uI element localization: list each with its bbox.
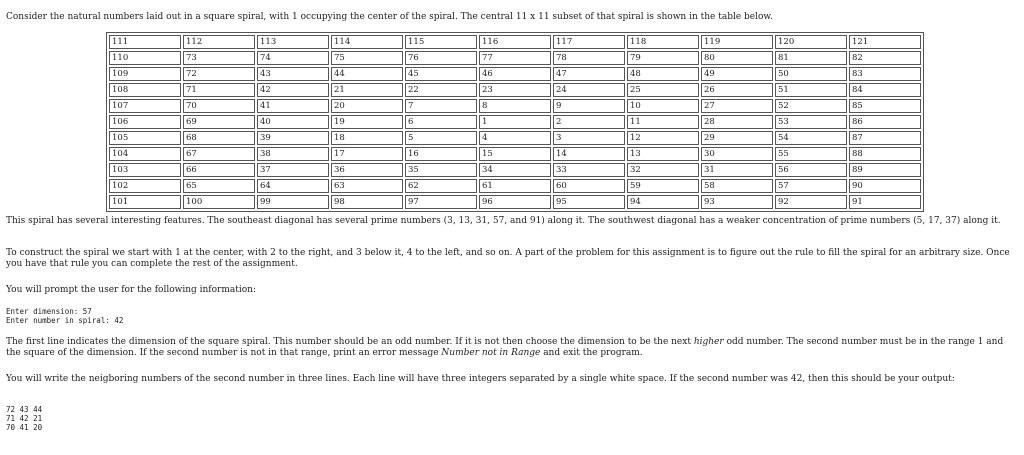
sample-output: 72 43 44 71 42 21 70 41 20 [6,405,43,432]
table-row [109,147,921,161]
table-row [109,195,921,209]
construct-paragraph: To construct the spiral we start with 1 at the center, with 2 to the right, and 3 below it, 4 to the left, and so on. A part of the problem for this assignment is to figure out the rule to fill the spiral for an arbitrary size. Once you have that rule you can complete the rest of the assignment. [6,248,1010,269]
table-cell: 36 [331,163,403,177]
table-cell: 107 [109,99,181,113]
table-cell: 52 [775,99,847,113]
sample-input: Enter dimension: 57 Enter number in spiral: 42 [6,307,124,325]
table-cell: 70 [183,99,255,113]
table-cell: 74 [257,51,329,65]
table-cell: 56 [775,163,847,177]
table-cell: 40 [257,115,329,129]
table-cell: 88 [849,147,921,161]
table-cell: 29 [701,131,773,145]
table-cell: 106 [109,115,181,129]
table-cell: 28 [701,115,773,129]
table-cell: 111 [109,35,181,49]
table-cell: 44 [331,67,403,81]
table-cell: 24 [553,83,625,97]
table-cell: 11 [627,115,699,129]
table-cell: 1 [479,115,551,129]
rules-text-before: The first line indicates the dimension of the square spiral. This number should be an odd number. If it is not then choose the dimension to be the next [6,337,694,347]
table-cell: 67 [183,147,255,161]
table-cell: 79 [627,51,699,65]
table-cell: 100 [183,195,255,209]
table-cell: 77 [479,51,551,65]
table-cell: 17 [331,147,403,161]
output-description-paragraph: You will write the neigboring numbers of the second number in three lines. Each line will have three integers separated by a single white space. If the second number was 42, then this should be your output: [6,374,955,384]
table-cell: 102 [109,179,181,193]
intro-paragraph: Consider the natural numbers laid out in a square spiral, with 1 occupying the center of the spiral. The central 11 x 11 subset of that spiral is shown in the table below. [6,12,773,22]
table-cell: 84 [849,83,921,97]
table-cell: 49 [701,67,773,81]
table-row [109,163,921,177]
table-cell: 83 [849,67,921,81]
table-row [109,131,921,145]
table-cell: 51 [775,83,847,97]
table-cell: 14 [553,147,625,161]
table-cell: 41 [257,99,329,113]
table-row [109,51,921,65]
table-cell: 97 [405,195,477,209]
table-cell: 90 [849,179,921,193]
table-cell: 62 [405,179,477,193]
table-cell: 59 [627,179,699,193]
table-cell: 64 [257,179,329,193]
table-cell: 63 [331,179,403,193]
table-cell: 22 [405,83,477,97]
table-cell: 9 [553,99,625,113]
table-cell: 46 [479,67,551,81]
table-cell: 10 [627,99,699,113]
table-cell: 6 [405,115,477,129]
features-paragraph: This spiral has several interesting features. The southeast diagonal has several prime numbers (3, 13, 31, 57, and 91) along it. The southwest diagonal has a weaker concentration of prime numbers (5, 17, 37) along it. [6,216,1001,226]
table-cell: 73 [183,51,255,65]
table-cell: 32 [627,163,699,177]
table-cell: 16 [405,147,477,161]
table-cell: 26 [701,83,773,97]
table-row [109,35,921,49]
table-cell: 43 [257,67,329,81]
table-cell: 55 [775,147,847,161]
table-cell: 37 [257,163,329,177]
table-row [109,99,921,113]
table-cell: 30 [701,147,773,161]
table-cell: 33 [553,163,625,177]
table-cell: 99 [257,195,329,209]
table-cell: 75 [331,51,403,65]
table-cell: 34 [479,163,551,177]
table-cell: 50 [775,67,847,81]
table-cell: 71 [183,83,255,97]
table-cell: 53 [775,115,847,129]
table-cell: 76 [405,51,477,65]
table-cell: 35 [405,163,477,177]
table-cell: 31 [701,163,773,177]
table-cell: 113 [257,35,329,49]
table-cell: 66 [183,163,255,177]
table-cell: 92 [775,195,847,209]
table-cell: 3 [553,131,625,145]
table-cell: 89 [849,163,921,177]
table-cell: 93 [701,195,773,209]
table-cell: 85 [849,99,921,113]
table-cell: 12 [627,131,699,145]
spiral-table [106,32,924,212]
table-cell: 96 [479,195,551,209]
table-cell: 103 [109,163,181,177]
table-cell: 18 [331,131,403,145]
table-cell: 65 [183,179,255,193]
table-cell: 38 [257,147,329,161]
table-cell: 119 [701,35,773,49]
table-cell: 72 [183,67,255,81]
table-cell: 81 [775,51,847,65]
table-cell: 23 [479,83,551,97]
table-cell: 25 [627,83,699,97]
table-cell: 78 [553,51,625,65]
table-cell: 58 [701,179,773,193]
table-row [109,83,921,97]
table-cell: 116 [479,35,551,49]
table-cell: 112 [183,35,255,49]
table-cell: 87 [849,131,921,145]
table-cell: 109 [109,67,181,81]
table-cell: 15 [479,147,551,161]
table-cell: 94 [627,195,699,209]
spiral-table-body [109,35,921,209]
table-cell: 60 [553,179,625,193]
table-cell: 5 [405,131,477,145]
table-cell: 45 [405,67,477,81]
table-row [109,179,921,193]
table-cell: 2 [553,115,625,129]
table-cell: 19 [331,115,403,129]
table-cell: 98 [331,195,403,209]
table-cell: 13 [627,147,699,161]
rules-text-middle: odd number. The second number must be in the range 1 and the square of the dimension. If the second number is not in that range, print an error message [6,337,1004,358]
table-cell: 104 [109,147,181,161]
table-cell: 110 [109,51,181,65]
table-cell: 68 [183,131,255,145]
rules-paragraph [6,337,1018,359]
table-cell: 117 [553,35,625,49]
table-cell: 115 [405,35,477,49]
table-cell: 8 [479,99,551,113]
table-cell: 47 [553,67,625,81]
table-cell: 54 [775,131,847,145]
table-cell: 86 [849,115,921,129]
table-cell: 118 [627,35,699,49]
prompt-intro-paragraph: You will prompt the user for the following information: [6,285,257,295]
table-cell: 48 [627,67,699,81]
table-cell: 20 [331,99,403,113]
table-cell: 80 [701,51,773,65]
table-cell: 42 [257,83,329,97]
error-message-text: Number not in Range [441,348,541,358]
table-cell: 120 [775,35,847,49]
table-cell: 121 [849,35,921,49]
table-cell: 69 [183,115,255,129]
table-cell: 114 [331,35,403,49]
table-cell: 82 [849,51,921,65]
table-row [109,67,921,81]
table-cell: 7 [405,99,477,113]
table-cell: 4 [479,131,551,145]
table-cell: 108 [109,83,181,97]
table-cell: 101 [109,195,181,209]
rules-text-after: and exit the program. [540,348,643,358]
table-cell: 57 [775,179,847,193]
table-cell: 105 [109,131,181,145]
table-cell: 61 [479,179,551,193]
rules-higher-emphasis: higher [693,337,724,347]
table-row [109,115,921,129]
table-cell: 91 [849,195,921,209]
table-cell: 27 [701,99,773,113]
table-cell: 39 [257,131,329,145]
table-cell: 21 [331,83,403,97]
table-cell: 95 [553,195,625,209]
